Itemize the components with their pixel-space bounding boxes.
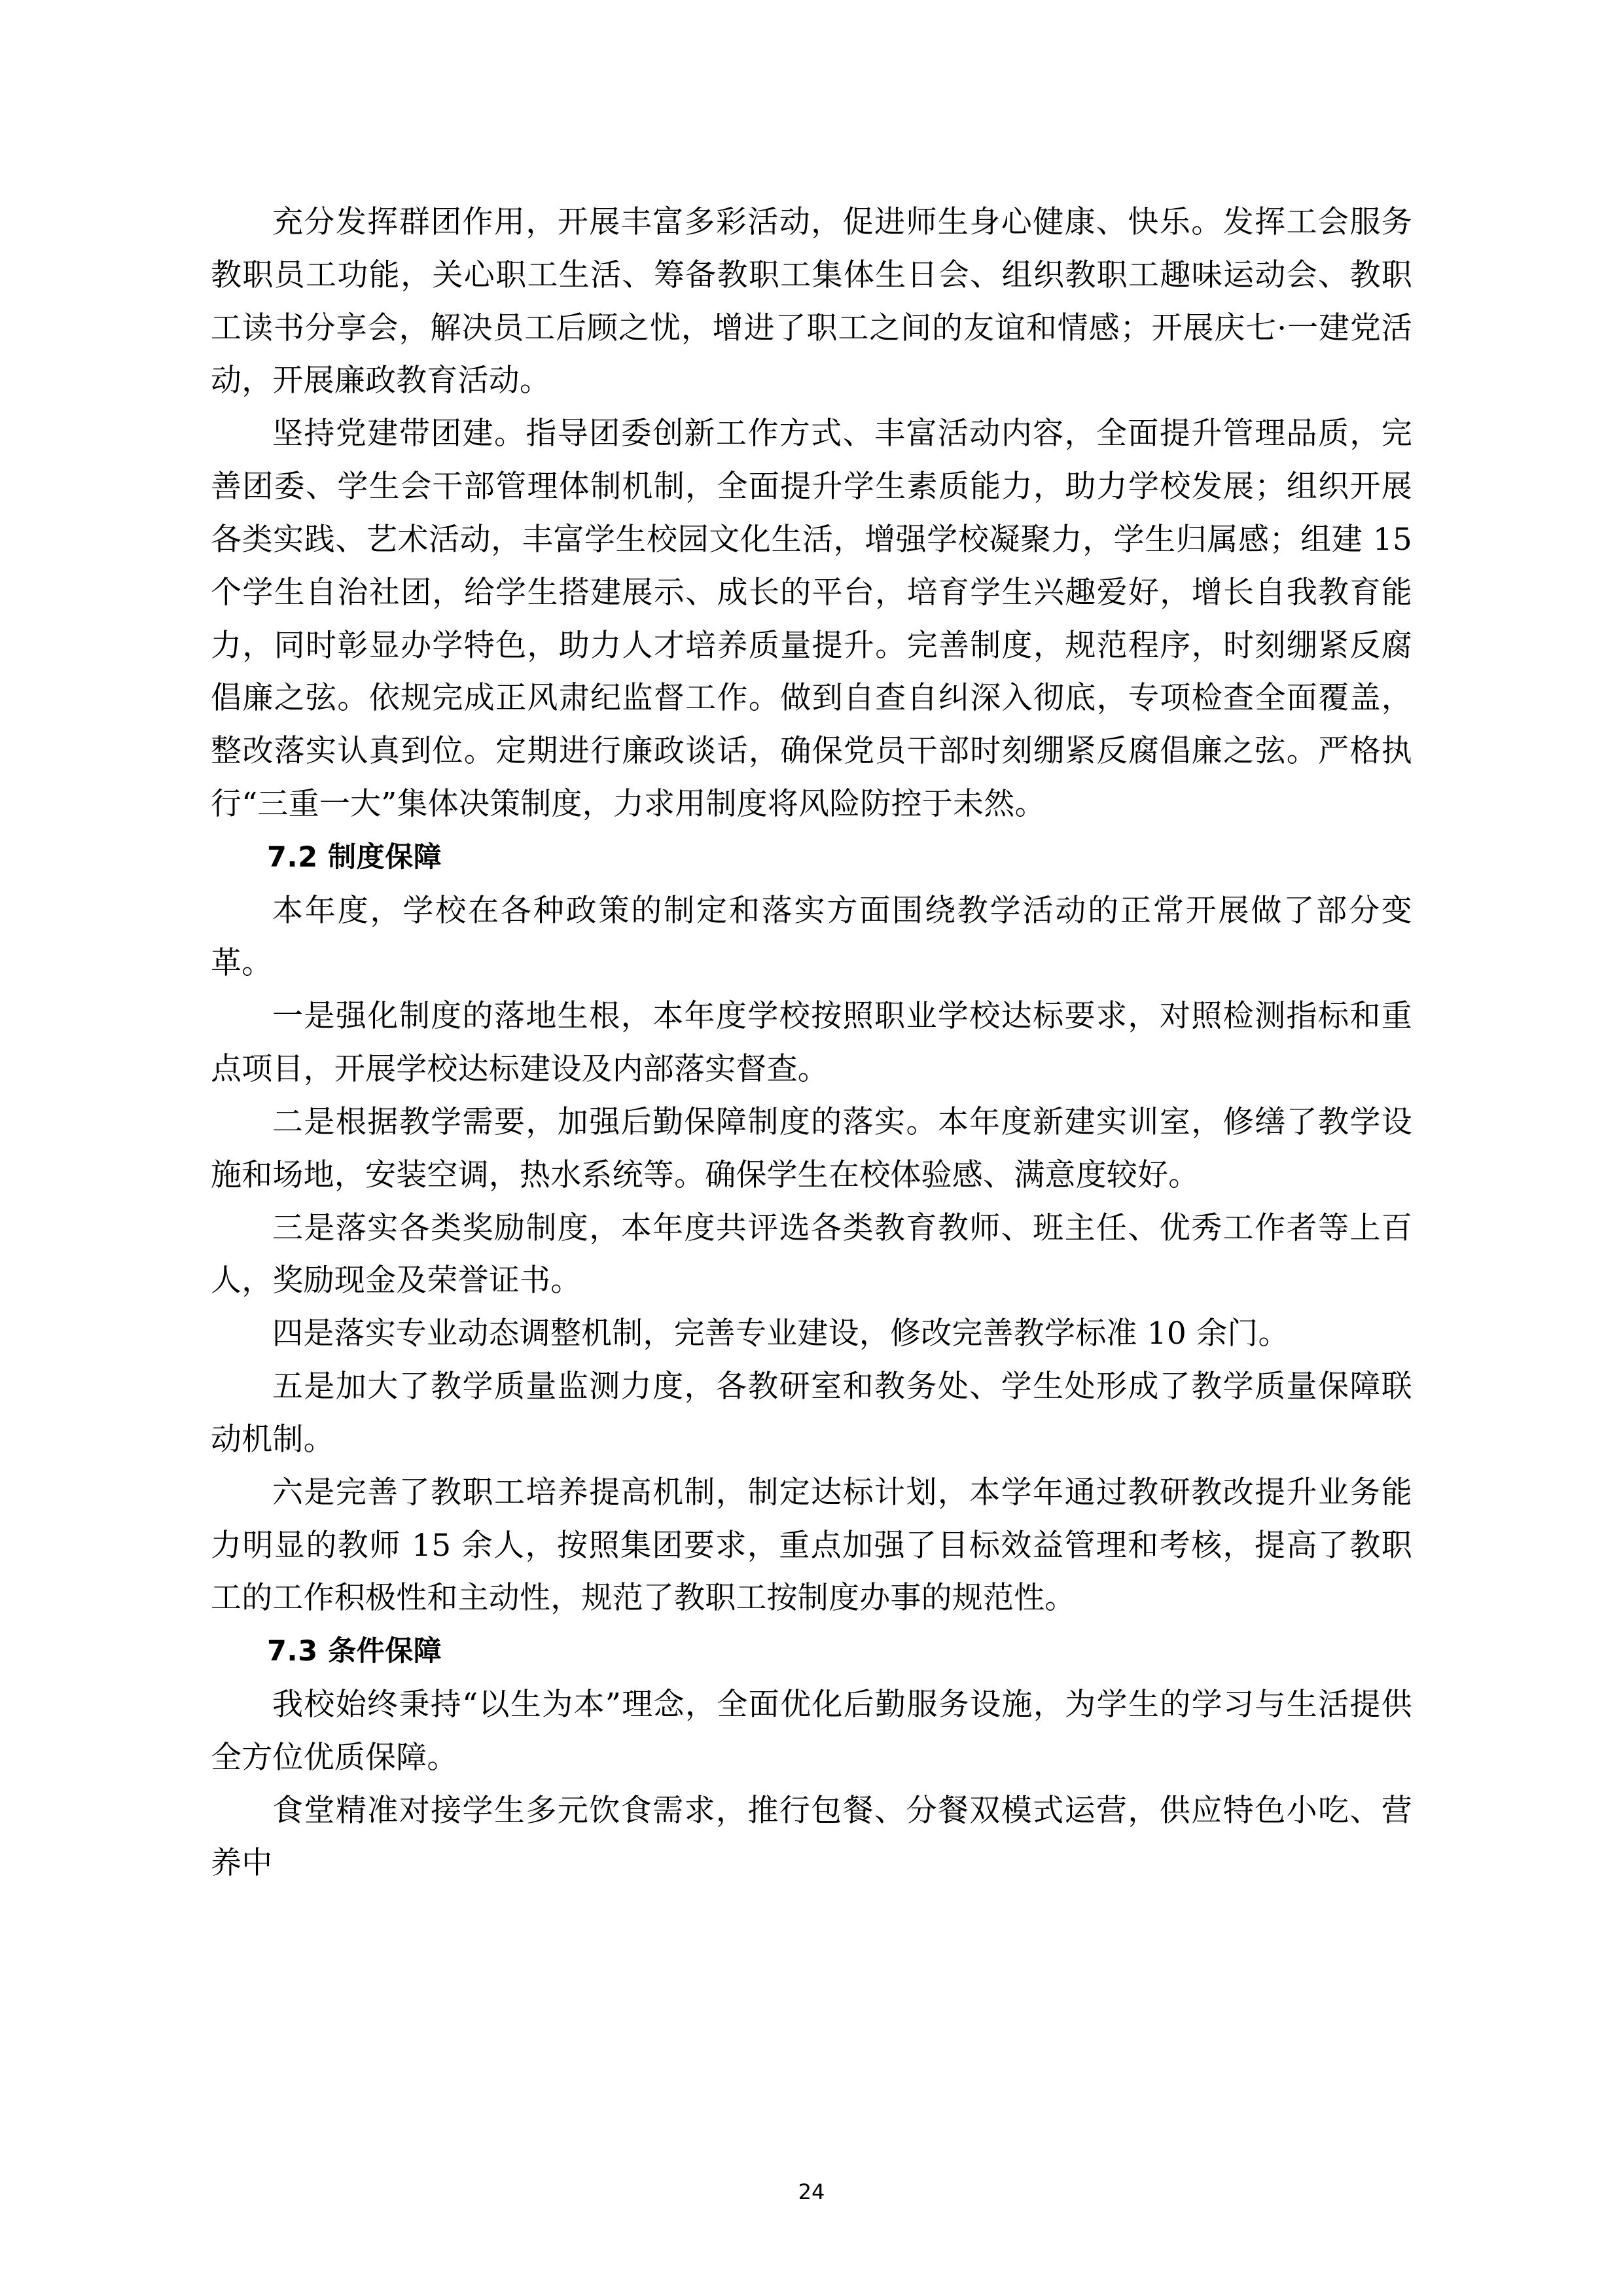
paragraph: 五是加大了教学质量监测力度，各教研室和教务处、学生处形成了教学质量保障联动机制。 [211,1369,1412,1458]
paragraph: 充分发挥群团作用，开展丰富多彩活动，促进师生身心健康、快乐。发挥工会服务教职员工功能，关心职工生活、筹备教职工集体生日会、组织教职工趣味运动会、教职工读书分享会，解决员工后顾之忧，增进了职工之间的友谊和情感；开展庆七·一建党活动，开展廉政教育活动。 [211,204,1412,399]
paragraph: 四是落实专业动态调整机制，完善专业建设，修改完善教学标准 10 余门。 [272,1316,1289,1352]
page-number: 24 [798,2179,825,2204]
paragraph: 一是强化制度的落地生根，本年度学校按照职业学校达标要求，对照检测指标和重点项目，开展学校达标建设及内部落实督查。 [211,998,1412,1088]
section-heading-7-3: 7.3 条件保障 [267,1635,442,1668]
paragraph: 坚持党建带团建。指导团委创新工作方式、丰富活动内容，全面提升管理品质，完善团委、学生会干部管理体制机制，全面提升学生素质能力，助力学校发展；组织开展各类实践、艺术活动，丰富学生校园文化生活，增强学校凝聚力，学生归属感；组建 15 个学生自治社团，给学生搭建展示、成长的平台，培育学生兴趣爱好，增长自我教育能力，同时彰显办学特色，助力人才培养质量提升。完善制度，规范程序，时刻绷紧反腐倡廉之弦。依规完成正风肃纪监督工作。做到自查自纠深入彻底，专项检查全面覆盖，整改落实认真到位。定期进行廉政谈话，确保党员干部时刻绷紧反腐倡廉之弦。严格执行“三重一大”集体决策制度，力求用制度将风险防控于未然。 [211,416,1412,823]
paragraph: 三是落实各类奖励制度，本年度共评选各类教育教师、班主任、优秀工作者等上百人，奖励现金及荣誉证书。 [211,1210,1412,1299]
paragraph: 六是完善了教职工培养提高机制，制定达标计划，本学年通过教研教改提升业务能力明显的教师 15 余人，按照集团要求，重点加强了目标效益管理和考核，提高了教职工的工作积极性和主动性，规范了教职工按制度办事的规范性。 [211,1474,1412,1617]
paragraph: 二是根据教学需要，加强后勤保障制度的落实。本年度新建实训室，修缮了教学设施和场地，安装空调，热水系统等。确保学生在校体验感、满意度较好。 [211,1103,1412,1193]
paragraph: 食堂精准对接学生多元饮食需求，推行包餐、分餐双模式运营，供应特色小吃、营养中 [211,1792,1412,1882]
paragraph: 本年度，学校在各种政策的制定和落实方面围绕教学活动的正常开展做了部分变革。 [211,892,1412,982]
document-body [211,196,1412,1890]
paragraph: 我校始终秉持“以生为本”理念，全面优化后勤服务设施，为学生的学习与生活提供全方位优质保障。 [211,1686,1412,1776]
section-heading-7-2: 7.2 制度保障 [267,840,442,874]
